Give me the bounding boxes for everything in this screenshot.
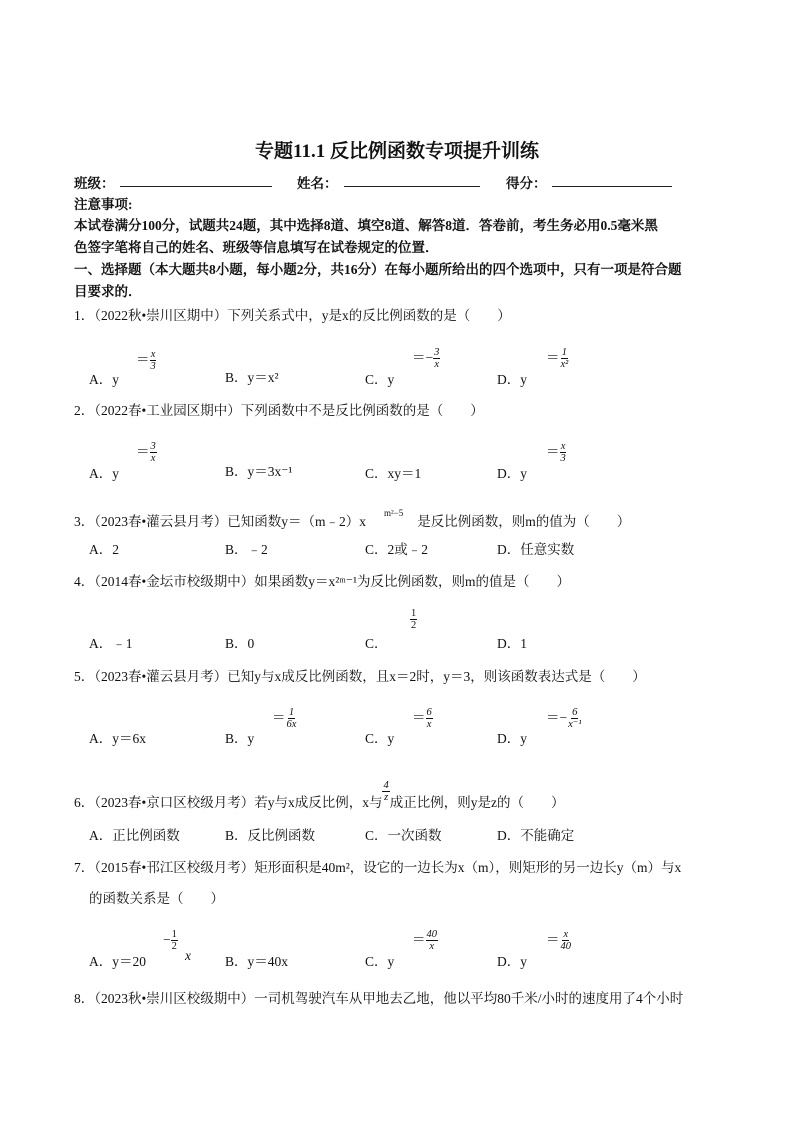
option-c-formula: ＝ $\frac{6}{x}$ bbox=[412, 706, 432, 730]
option-c[interactable]: C．y bbox=[365, 954, 395, 969]
section-title: 一、选择题（本大题共8小题，每小题2分，共16分） bbox=[74, 262, 385, 277]
option-c[interactable]: C． bbox=[365, 636, 388, 651]
option-b[interactable]: B．0 bbox=[225, 636, 255, 651]
fraction-denominator: x bbox=[434, 358, 440, 370]
option-d[interactable]: D．不能确定 bbox=[497, 828, 575, 843]
option-a[interactable]: A．2 bbox=[89, 542, 119, 557]
option-d[interactable]: D．y bbox=[497, 731, 527, 746]
option-b[interactable]: B．y＝x² bbox=[225, 370, 279, 385]
name-label: 姓名： bbox=[297, 176, 338, 191]
fraction-denominator: x bbox=[150, 452, 156, 464]
section-desc: 在每小题所给出的四个选项中，只有一项是符合题 bbox=[384, 262, 682, 277]
option-c-formula bbox=[410, 608, 417, 631]
fraction-numerator: x bbox=[563, 928, 569, 940]
fraction-numerator: 1 bbox=[171, 929, 177, 940]
fraction-numerator: 1 bbox=[288, 706, 295, 718]
page-title: 专题11.1 反比例函数专项提升训练 bbox=[255, 141, 539, 162]
name-field[interactable] bbox=[344, 186, 480, 187]
fraction-numerator: 3 bbox=[434, 346, 440, 358]
option-c[interactable]: C．xy＝1 bbox=[365, 466, 422, 481]
fraction-denominator: 2 bbox=[411, 620, 417, 631]
option-c[interactable]: C．2或﹣2 bbox=[365, 542, 429, 557]
option-c[interactable]: C．y bbox=[365, 731, 395, 746]
option-b[interactable]: B．反比例函数 bbox=[225, 828, 316, 843]
score-field[interactable] bbox=[552, 186, 672, 187]
option-a[interactable]: A．y＝20 bbox=[89, 954, 146, 969]
fraction-denominator: 6x bbox=[286, 718, 297, 730]
exponent: m²−5 bbox=[383, 508, 404, 518]
option-c[interactable]: C．y bbox=[365, 372, 395, 387]
fraction-numerator: 4 bbox=[383, 780, 389, 792]
option-a-variable: x bbox=[185, 948, 191, 963]
question-stem: 5．（2023春•灌云县月考）已知y与x成反比例函数，且x＝2时，y＝3，则该函数表达式是（ ） bbox=[74, 669, 646, 684]
option-d-formula: ＝ $\frac{x}{3}$ bbox=[546, 440, 566, 464]
option-d-sign: ＝− bbox=[546, 710, 568, 725]
question-stem: 1．（2022秋•崇川区期中）下列关系式中，y是x的反比例函数的是（ ） bbox=[74, 308, 511, 323]
option-d-formula: ＝ $\frac{x}{40}$ bbox=[546, 928, 571, 952]
option-b[interactable]: B．﹣2 bbox=[225, 542, 268, 557]
option-a[interactable]: A．y＝6x bbox=[89, 731, 146, 746]
option-b-formula: ＝ $\frac{1}{6x}$ bbox=[272, 706, 297, 730]
fraction-numerator: 6 bbox=[572, 706, 578, 718]
section-desc: 目要求的． bbox=[74, 284, 142, 299]
stem-text: 6．（2023春•京口区校级月考）若y与x成反比例，x与 bbox=[74, 795, 383, 810]
fraction-denominator: x² bbox=[560, 358, 569, 370]
notice-line: 色签字笔将自己的姓名、班级等信息填写在试卷规定的位置． bbox=[74, 240, 439, 255]
option-c[interactable]: C．一次函数 bbox=[365, 828, 442, 843]
option-b[interactable]: B．y＝40x bbox=[225, 954, 289, 969]
notice-heading: 注意事项: bbox=[74, 197, 133, 212]
question-stem bbox=[74, 510, 630, 530]
fraction-denominator: 2 bbox=[171, 941, 177, 952]
question-stem: 2．（2022春•工业园区期中）下列函数中不是反比例函数的是（ ） bbox=[74, 403, 484, 418]
option-d[interactable]: D．y bbox=[497, 466, 527, 481]
question-stem: 4．（2014春•金坛市校级期中）如果函数y＝x²ᵐ⁻¹为反比例函数，则m的值是（ ） bbox=[74, 574, 571, 589]
option-c-sign: ＝− bbox=[412, 350, 434, 365]
option-c-formula bbox=[412, 346, 440, 370]
fraction-denominator: x⁻¹ bbox=[568, 718, 582, 730]
stem-text: 是反比例函数，则m的值为（ ） bbox=[417, 514, 631, 529]
class-label: 班级： bbox=[74, 176, 115, 191]
option-d[interactable]: D．y bbox=[497, 372, 527, 387]
notice-line: 本试卷满分100分，试题共24题，其中选择8道、填空8道、解答8道．答卷前，考生务必用0.5毫米黑 bbox=[74, 218, 658, 233]
fraction-numerator: x bbox=[560, 440, 566, 452]
fraction-numerator: 1 bbox=[411, 608, 417, 619]
fraction-denominator: 3 bbox=[560, 452, 566, 464]
section-heading bbox=[74, 258, 682, 278]
fraction-numerator: 1 bbox=[561, 346, 568, 358]
fraction-denominator: z bbox=[384, 792, 389, 804]
fraction-numerator: 40 bbox=[426, 928, 437, 940]
fraction-denominator: 3 bbox=[150, 360, 156, 372]
option-d-formula bbox=[546, 706, 582, 730]
fraction-numerator: 6 bbox=[426, 706, 432, 718]
fraction-denominator: x bbox=[426, 718, 432, 730]
option-a-formula: ＝ $\frac{x}{3}$ bbox=[136, 348, 156, 372]
option-d[interactable]: D．任意实数 bbox=[497, 542, 575, 557]
question-stem: 的函数关系是（ ） bbox=[89, 891, 224, 906]
option-a-formula: − $\frac{1}{2}$ bbox=[163, 929, 177, 952]
fraction-numerator: 3 bbox=[150, 440, 156, 452]
option-a-formula: ＝ $\frac{3}{x}$ bbox=[136, 440, 156, 464]
option-b[interactable]: B．y bbox=[225, 731, 255, 746]
question-stem: 8．（2023秋•崇川区校级期中）一司机驾驶汽车从甲地去乙地，他以平均80千米/小时的速度用了4个小时 bbox=[74, 991, 684, 1006]
option-d[interactable]: D．y bbox=[497, 954, 527, 969]
fraction-denominator: x bbox=[429, 940, 435, 952]
score-label: 得分： bbox=[506, 176, 547, 191]
stem-text: 3．（2023春•灌云县月考）已知函数y＝（m﹣2）x bbox=[74, 514, 366, 529]
option-a[interactable]: A．y bbox=[89, 466, 119, 481]
option-d-formula: ＝ $\frac{1}{\text{x²}}$ bbox=[546, 346, 569, 370]
fraction-denominator: 40 bbox=[560, 940, 571, 952]
option-d[interactable]: D．1 bbox=[497, 636, 527, 651]
fraction-numerator: x bbox=[150, 348, 156, 360]
option-b[interactable]: B．y＝3x⁻¹ bbox=[225, 464, 293, 479]
stem-text: 成正比例，则y是z的（ ） bbox=[389, 795, 565, 810]
option-a[interactable]: A．﹣1 bbox=[89, 636, 133, 651]
option-a[interactable]: A．y bbox=[89, 372, 119, 387]
question-stem: 7．（2015春•邗江区校级月考）矩形面积是40m²，设它的一边长为x（m），则矩形的另一边长y（m）与x bbox=[74, 860, 682, 875]
question-stem bbox=[74, 780, 565, 815]
class-field[interactable] bbox=[120, 186, 272, 187]
option-a[interactable]: A．正比例函数 bbox=[89, 828, 180, 843]
option-c-formula: ＝ $\frac{40}{x}$ bbox=[412, 928, 437, 952]
